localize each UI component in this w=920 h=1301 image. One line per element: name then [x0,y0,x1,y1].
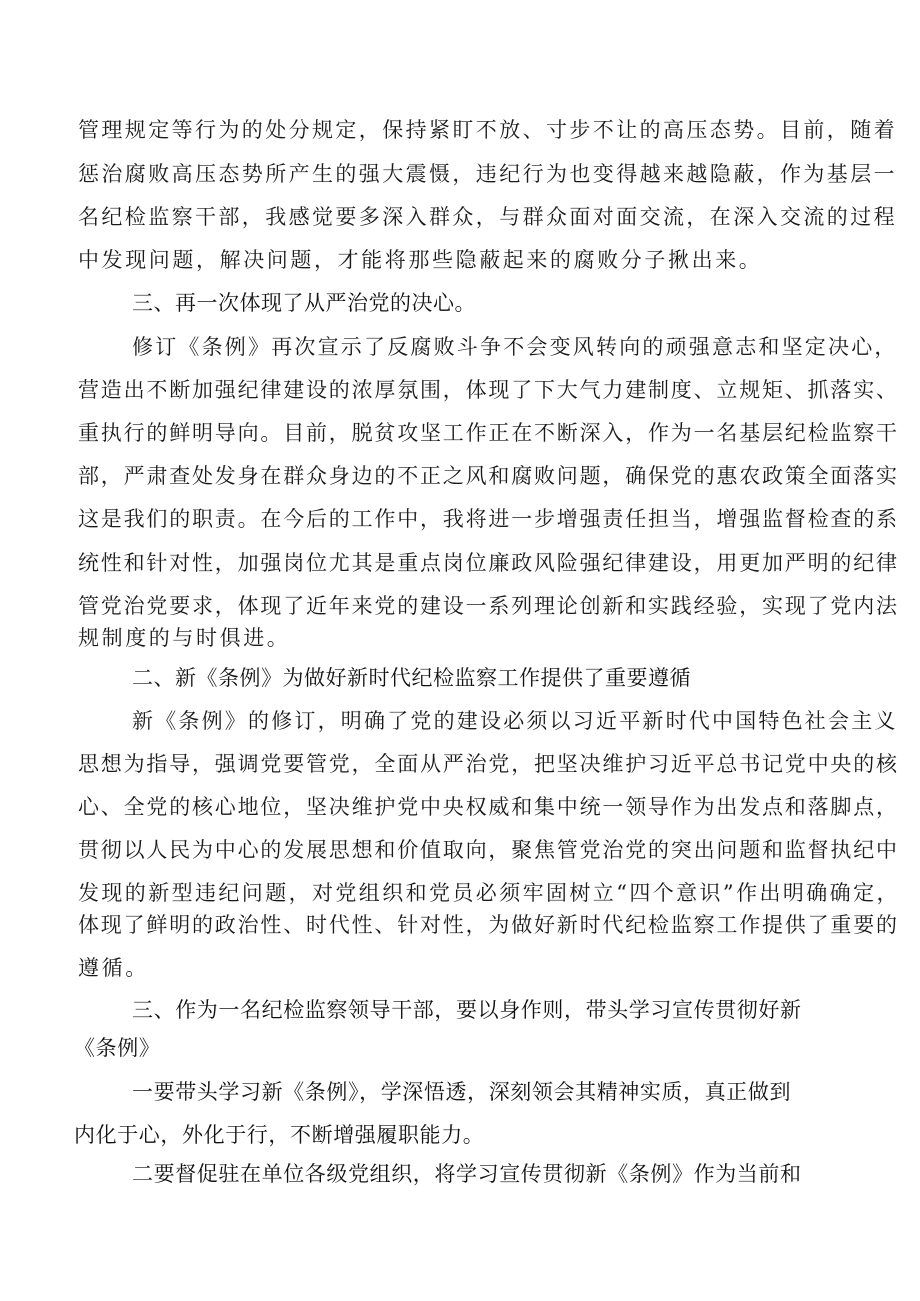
text-line: 中发现问题，解决问题，才能将那些隐蔽起来的腐败分子揪出来。 [78,248,763,272]
text-line: 重执行的鲜明导向。目前，脱贫攻坚工作正在不断深入，作为一名基层纪检监察干 [78,421,899,445]
text-line: 部，严肃查处发身在群众身边的不正之风和腐败问题，确保党的惠农政策全面落实 [78,464,899,488]
text-line: 贯彻以人民为中心的发展思想和价值取向，聚焦管党治党的突出问题和监督执纪中 [78,838,899,862]
text-line: 这是我们的职责。在今后的工作中，我将进一步增强责任担当，增强监督检查的系 [78,507,899,531]
section-heading: 三、再一次体现了从严治党的决心。 [132,291,476,315]
text-line: 体现了鲜明的政治性、时代性、针对性，为做好新时代纪检监察工作提供了重要的 [78,913,899,937]
text-line: 新《条例》的修订，明确了党的建设必须以习近平新时代中国特色社会主义 [132,709,898,733]
text-line: 管党治党要求，体现了近年来党的建设一系列理论创新和实践经验，实现了党内法 [78,594,899,618]
text-line: 惩治腐败高压态势所产生的强大震慑，违纪行为也变得越来越隐蔽，作为基层一 [78,162,897,186]
text-line: 心、全党的核心地位，坚决维护党中央权威和集中统一领导作为出发点和落脚点， [78,795,899,819]
text-line: 营造出不断加强纪律建设的浓厚氛围，体现了下大气力建制度、立规矩、抓落实、 [78,378,899,402]
text-line: 二要督促驻在单位各级党组织，将学习宣传贯彻新《条例》作为当前和 [132,1162,802,1186]
section-heading-continued: 《条例》 [74,1036,161,1060]
text-line: 发现的新型违纪问题，对党组织和党员必须牢固树立“四个意识”作出明确确定， [78,881,900,905]
text-line: 统性和针对性，加强岗位尤其是重点岗位廉政风险强纪律建设，用更加严明的纪律 [78,551,899,575]
text-line: 修订《条例》再次宣示了反腐败斗争不会变风转向的顽强意志和坚定决心， [132,335,898,359]
section-heading: 二、新《条例》为做好新时代纪检监察工作提供了重要遵循 [132,666,691,690]
text-line: 一要带头学习新《条例》，学深悟透，深刻领会其精神实质，真正做到 [132,1080,792,1104]
text-line: 管理规定等行为的处分规定，保持紧盯不放、寸步不让的高压态势。目前，随着 [78,118,897,142]
text-line: 内化于心，外化于行，不断增强履职能力。 [74,1123,485,1147]
text-line: 遵循。 [78,956,149,980]
text-line: 名纪检监察干部，我感觉要多深入群众，与群众面对面交流，在深入交流的过程 [78,205,897,229]
text-line: 思想为指导，强调党要管党，全面从严治党，把坚决维护习近平总书记党中央的核 [78,752,899,776]
section-heading: 三、作为一名纪检监察领导干部，要以身作则，带头学习宣传贯彻好新 [132,998,802,1022]
text-line: 规制度的与时俱进。 [78,626,291,650]
